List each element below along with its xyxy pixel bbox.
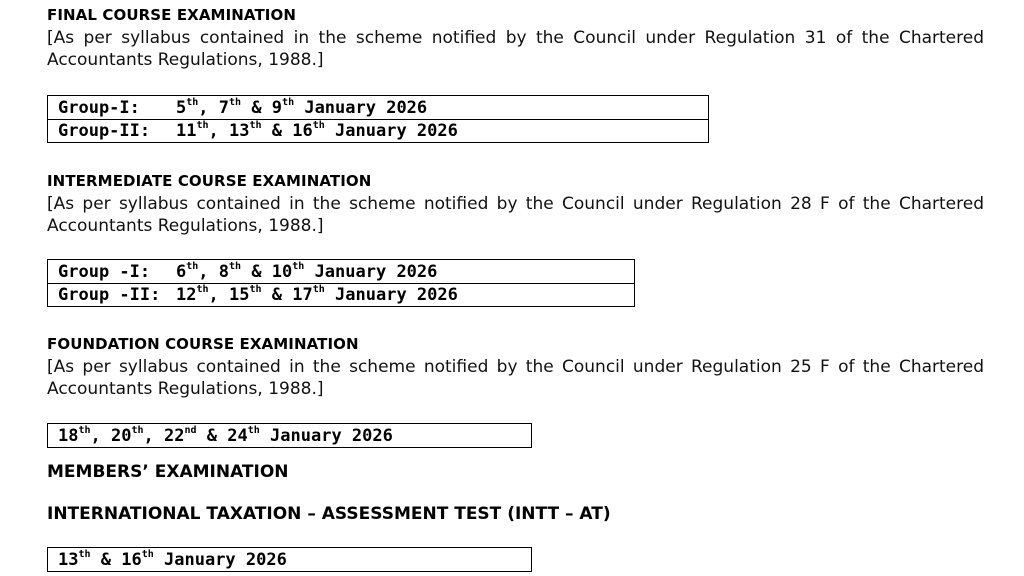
date-separator: , (90, 425, 112, 446)
date-separator: , (198, 97, 219, 118)
group-dates (176, 121, 458, 141)
date-ordinal-suffix: th (141, 548, 154, 560)
date-day: 13 (229, 121, 250, 141)
foundation-dates (58, 426, 393, 446)
date-ordinal-suffix: th (312, 284, 325, 296)
date-separator: January 2026 (294, 97, 428, 118)
date-ordinal-suffix: th (249, 284, 262, 296)
final-group-1-row (48, 96, 708, 119)
intt-at-dates-row (48, 548, 531, 571)
intermediate-course-heading: INTERMEDIATE COURSE EXAMINATION (47, 172, 372, 190)
date-day: 13 (58, 549, 79, 570)
date-day: 20 (111, 425, 132, 446)
final-course-heading: FINAL COURSE EXAMINATION (47, 6, 296, 24)
date-day: 11 (176, 121, 197, 141)
date-separator: , (198, 261, 219, 282)
date-day: 16 (292, 121, 313, 141)
date-day: 9 (271, 97, 283, 118)
date-day: 17 (292, 285, 313, 305)
date-ordinal-suffix: nd (184, 424, 197, 436)
date-separator: January 2026 (324, 121, 458, 141)
date-day: 7 (218, 97, 230, 118)
date-ordinal-suffix: th (282, 96, 295, 108)
date-ordinal-suffix: th (196, 120, 209, 132)
foundation-course-heading: FOUNDATION COURSE EXAMINATION (47, 335, 359, 353)
foundation-course-note: [As per syllabus contained in the scheme notified by the Council under Regulation 25 F of the Chartered Accountants Regulations, 1988.] (47, 357, 984, 399)
date-ordinal-suffix: th (247, 424, 260, 436)
date-ordinal-suffix: th (229, 260, 242, 272)
date-day: 18 (58, 425, 79, 446)
group-dates (176, 285, 458, 305)
intermediate-group-2-row (48, 283, 634, 306)
final-group-2-row (48, 119, 708, 142)
group-dates (176, 262, 437, 282)
date-separator: , (143, 425, 165, 446)
members-examination-heading: MEMBERS’ EXAMINATION (47, 462, 289, 482)
foundation-course-date-box (47, 423, 532, 448)
date-day: 24 (227, 425, 248, 446)
group-label: Group-II: (58, 121, 151, 141)
date-day: 5 (176, 97, 187, 118)
final-course-date-table (47, 95, 709, 143)
date-ordinal-suffix: th (131, 424, 144, 436)
intt-at-heading: INTERNATIONAL TAXATION – ASSESSMENT TEST (INTT – AT) (47, 504, 611, 524)
group-dates (176, 98, 427, 118)
group-label: Group -II: (58, 285, 161, 305)
date-separator: & (261, 285, 293, 305)
date-separator: & (196, 425, 228, 446)
date-separator: , (208, 121, 230, 141)
date-day: 12 (176, 285, 197, 305)
date-ordinal-suffix: th (229, 96, 242, 108)
date-ordinal-suffix: th (196, 284, 209, 296)
date-separator: & (241, 97, 272, 118)
date-day: 22 (164, 425, 185, 446)
date-separator: January 2026 (304, 261, 438, 282)
group-label: Group -I: (58, 261, 151, 282)
date-day: 15 (229, 285, 250, 305)
date-day: 8 (218, 261, 230, 282)
date-ordinal-suffix: th (78, 424, 91, 436)
date-ordinal-suffix: th (292, 260, 305, 272)
date-ordinal-suffix: th (249, 120, 262, 132)
date-separator: January 2026 (324, 285, 458, 305)
date-day: 6 (176, 261, 187, 282)
foundation-dates-row (48, 424, 531, 447)
intermediate-course-date-table (47, 259, 635, 307)
intermediate-course-note: [As per syllabus contained in the scheme notified by the Council under Regulation 28 F of the Chartered Accountants Regulations, 1988.] (47, 194, 984, 236)
intt-at-dates (58, 550, 287, 570)
date-ordinal-suffix: th (78, 548, 91, 560)
intt-at-date-box (47, 547, 532, 572)
date-ordinal-suffix: th (186, 260, 199, 272)
date-ordinal-suffix: th (312, 120, 325, 132)
date-separator: & (241, 261, 272, 282)
date-ordinal-suffix: th (186, 96, 199, 108)
date-separator: January 2026 (259, 425, 393, 446)
date-separator: January 2026 (153, 549, 287, 570)
final-course-note: [As per syllabus contained in the scheme notified by the Council under Regulation 31 of the Chartered Accountants Regulations, 1988.] (47, 28, 984, 70)
intermediate-group-1-row (48, 260, 634, 283)
date-day: 16 (121, 549, 142, 570)
date-day: 10 (271, 261, 293, 282)
date-separator: & (90, 549, 122, 570)
date-separator: , (208, 285, 230, 305)
group-label: Group-I: (58, 97, 140, 118)
date-separator: & (261, 121, 293, 141)
